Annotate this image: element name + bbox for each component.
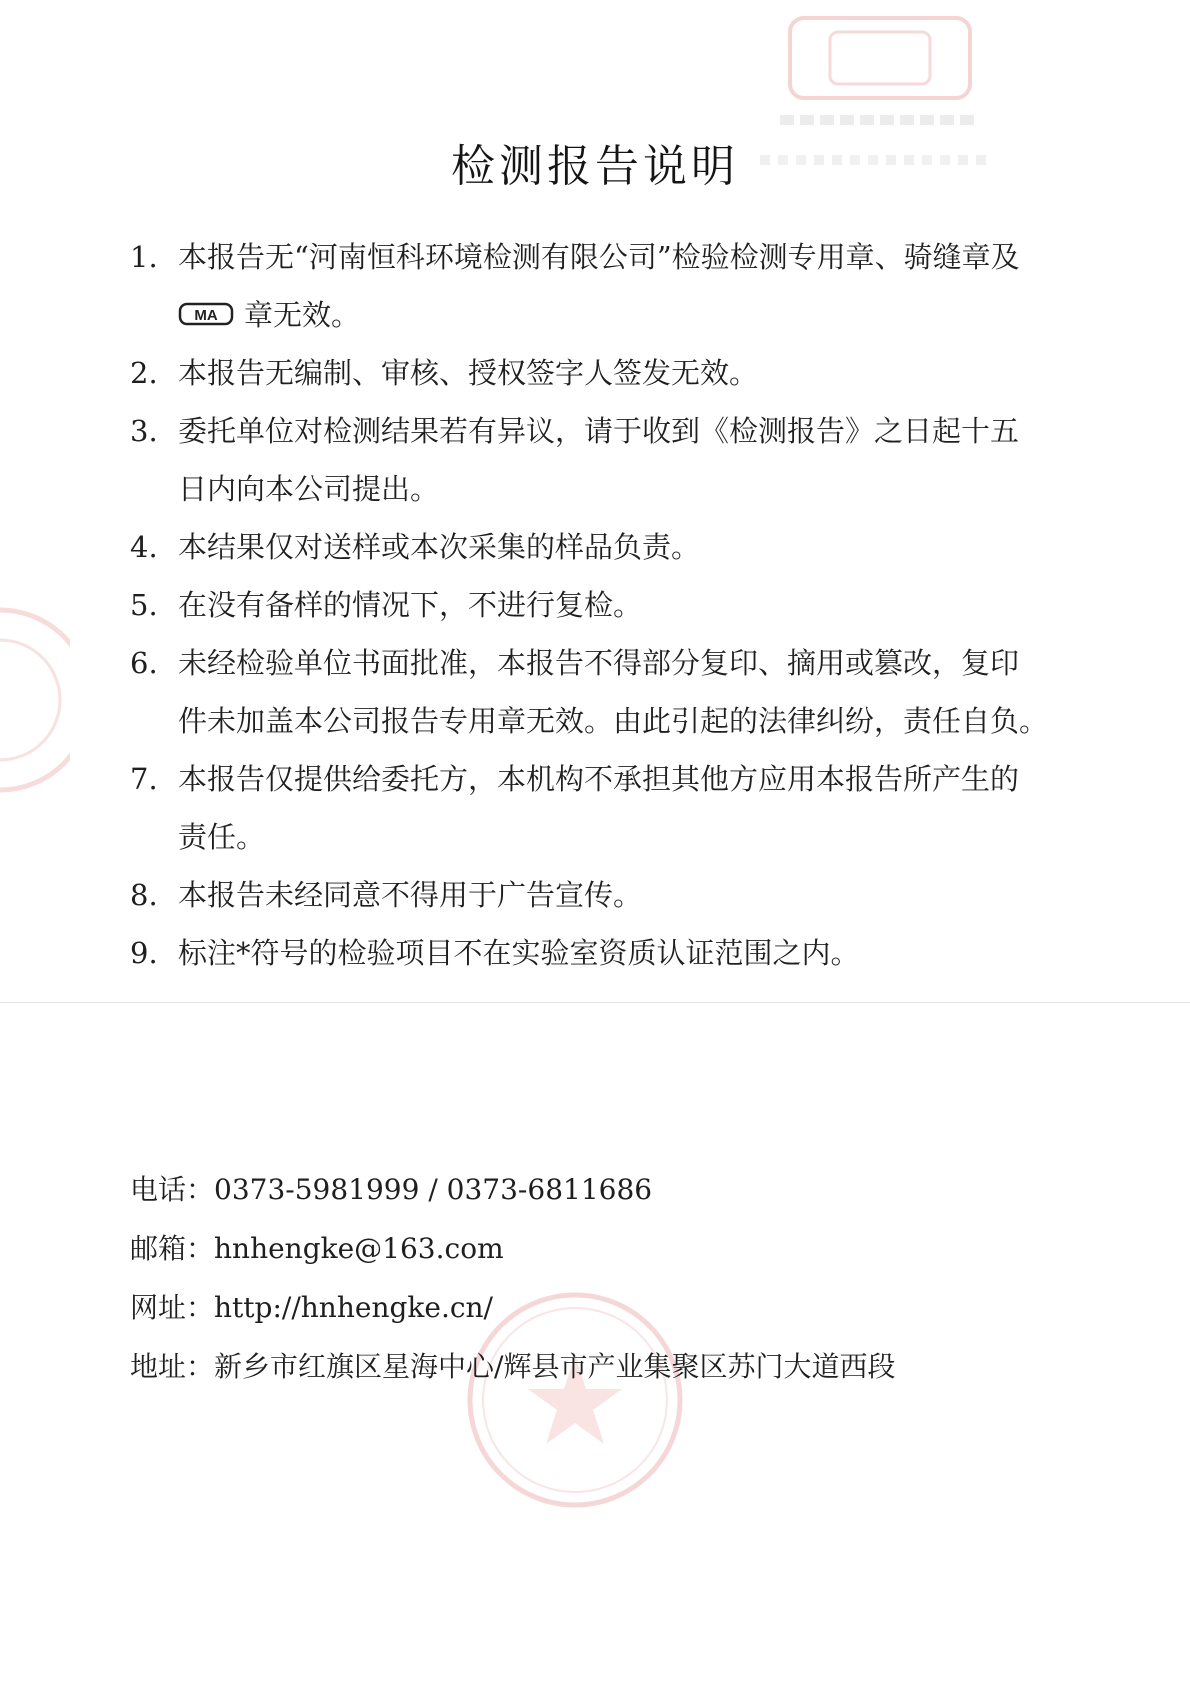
list-item bbox=[130, 924, 1050, 982]
scan-fold-line bbox=[0, 1002, 1190, 1003]
item-number: 2. bbox=[130, 356, 158, 390]
website-value: http://hnhengke.cn/ bbox=[214, 1291, 493, 1324]
cma-logo-text: MA bbox=[194, 307, 218, 324]
list-item bbox=[130, 634, 1050, 750]
item-text-continued: 件未加盖本公司报告专用章无效。由此引起的法律纠纷，责任自负。 bbox=[178, 704, 1049, 738]
email-value: hnhengke@163.com bbox=[214, 1232, 504, 1265]
address-label: 地址： bbox=[130, 1350, 215, 1383]
item-text-continued bbox=[178, 286, 1050, 344]
item-text: 本报告未经同意不得用于广告宣传。 bbox=[178, 878, 643, 912]
item-number: 4. bbox=[130, 530, 158, 564]
item-text: 在没有备样的情况下，不进行复检。 bbox=[178, 588, 643, 622]
email-row bbox=[130, 1219, 1050, 1278]
cma-logo-icon bbox=[178, 301, 234, 327]
list-item bbox=[130, 344, 1050, 402]
item-text: 委托单位对检测结果若有异议，请于收到《检测报告》之日起十五 bbox=[178, 414, 1020, 448]
contact-info bbox=[130, 1160, 1050, 1396]
list-item bbox=[130, 228, 1050, 344]
item-text-continued: 责任。 bbox=[178, 820, 266, 854]
item-number: 8. bbox=[130, 878, 158, 912]
address-value: 新乡市红旗区星海中心/辉县市产业集聚区苏门大道西段 bbox=[214, 1350, 896, 1383]
phone-label: 电话： bbox=[130, 1173, 215, 1206]
phone-value: 0373-5981999 / 0373-6811686 bbox=[214, 1173, 653, 1206]
item-text: 本报告无“河南恒科环境检测有限公司”检验检测专用章、骑缝章及 bbox=[178, 240, 1020, 274]
phone-row bbox=[130, 1160, 1050, 1219]
item-text-continued: 日内向本公司提出。 bbox=[178, 472, 440, 506]
list-item bbox=[130, 518, 1050, 576]
list-item bbox=[130, 866, 1050, 924]
item-text-tail: 章无效。 bbox=[244, 298, 361, 332]
list-item bbox=[130, 750, 1050, 866]
item-number: 9. bbox=[130, 936, 158, 970]
website-row bbox=[130, 1278, 1050, 1337]
page-title: 检测报告说明 bbox=[451, 141, 739, 192]
email-label: 邮箱： bbox=[130, 1232, 215, 1265]
address-row bbox=[130, 1337, 1050, 1396]
item-number: 6. bbox=[130, 646, 158, 680]
item-number: 3. bbox=[130, 414, 158, 448]
list-item bbox=[130, 576, 1050, 634]
item-text: 标注*符号的检验项目不在实验室资质认证范围之内。 bbox=[178, 936, 860, 970]
item-number: 5. bbox=[130, 588, 158, 622]
item-number: 7. bbox=[130, 762, 158, 796]
notes-list bbox=[130, 228, 1050, 982]
website-label: 网址： bbox=[130, 1291, 215, 1324]
item-text: 本报告无编制、审核、授权签字人签发无效。 bbox=[178, 356, 759, 390]
seal-left-edge bbox=[0, 600, 70, 800]
item-text: 本报告仅提供给委托方，本机构不承担其他方应用本报告所产生的 bbox=[178, 762, 1020, 796]
item-text: 未经检验单位书面批准，本报告不得部分复印、摘用或篡改，复印 bbox=[178, 646, 1020, 680]
list-item bbox=[130, 402, 1050, 518]
item-text: 本结果仅对送样或本次采集的样品负责。 bbox=[178, 530, 701, 564]
item-number: 1. bbox=[130, 240, 158, 274]
